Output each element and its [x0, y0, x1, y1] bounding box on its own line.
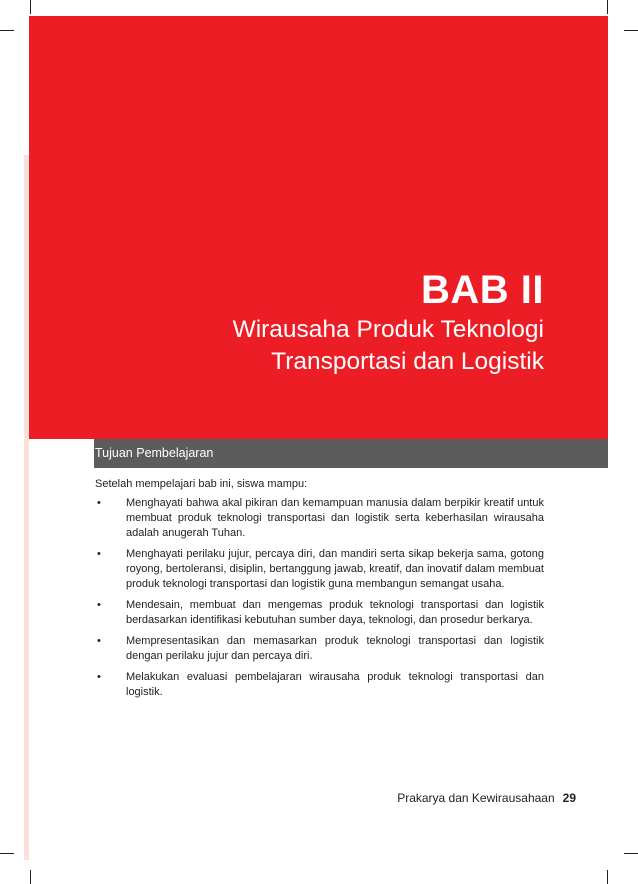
objective-item — [95, 598, 544, 628]
crop-mark — [624, 30, 638, 31]
bullet-icon: • — [97, 497, 101, 509]
bullet-icon: • — [97, 599, 101, 611]
objectives-body — [95, 477, 544, 706]
objective-text: Menghayati bahwa akal pikiran dan kemampuan manusia dalam berpikir kreatif untuk membuat produk teknologi transportasi dan logistik serta keberhasilan wirausaha adalah anugerah Tuhan. — [126, 497, 544, 539]
crop-mark — [607, 870, 608, 884]
objective-text: Melakukan evaluasi pembelajaran wirausaha produk teknologi transportasi dan logistik. — [126, 671, 544, 698]
crop-mark — [624, 853, 638, 854]
bullet-icon: • — [97, 671, 101, 683]
crop-mark — [30, 0, 31, 14]
chapter-title-line-2: Transportasi dan Logistik — [271, 348, 544, 375]
objective-text: Mempresentasikan dan memasarkan produk teknologi transportasi dan logistik dengan perilaku jujur dan percaya diri. — [126, 635, 544, 662]
page-number: 29 — [562, 791, 576, 805]
crop-mark — [607, 0, 608, 14]
crop-mark — [30, 870, 31, 884]
bullet-icon: • — [97, 635, 101, 647]
objective-item — [95, 670, 544, 700]
objective-text: Mendesain, membuat dan mengemas produk teknologi transportasi dan logistik berdasarkan identifikasi kebutuhan sumber daya, teknologi, dan prosedur berkarya. — [126, 599, 544, 626]
objectives-intro: Setelah mempelajari bab ini, siswa mampu: — [95, 478, 308, 490]
crop-mark — [0, 30, 14, 31]
objective-item — [95, 634, 544, 664]
objective-item — [95, 547, 544, 592]
chapter-title-line-1: Wirausaha Produk Teknologi — [232, 316, 544, 343]
bullet-icon: • — [97, 548, 101, 560]
chapter-title — [124, 314, 544, 378]
objective-text: Menghayati perilaku jujur, percaya diri, dan mandiri serta sikap bekerja sama, gotong royong, bertoleransi, disiplin, bertanggung jawab, kreatif, dan inovatif dalam membuat produk teknologi transportasi dan logistik guna membangun semangat usaha. — [126, 548, 544, 590]
section-heading: Tujuan Pembelajaran — [95, 446, 214, 460]
crop-mark — [0, 853, 14, 854]
footer-book-title: Prakarya dan Kewirausahaan — [397, 791, 555, 805]
objective-item — [95, 496, 544, 541]
page-footer — [397, 791, 576, 805]
objectives-list — [95, 496, 544, 700]
chapter-label: BAB II — [421, 268, 544, 312]
